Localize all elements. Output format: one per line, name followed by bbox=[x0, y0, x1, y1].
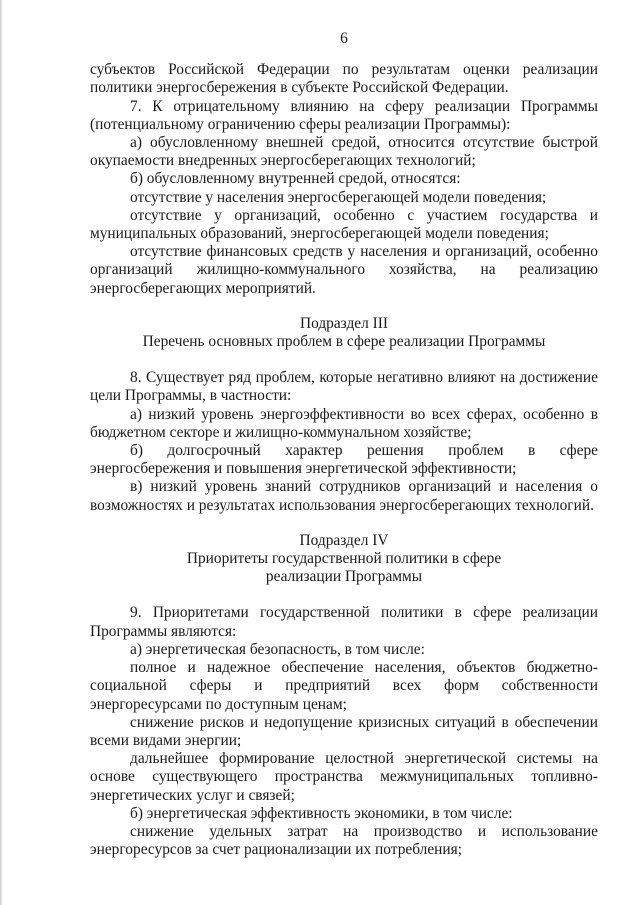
paragraph: 8. Существует ряд проблем, которые негативно влияют на достижение цели Программы, в частности: bbox=[90, 369, 598, 405]
paragraph: а) низкий уровень энергоэффективности во всех сферах, особенно в бюджетном секторе и жилищно-коммунальном хозяйстве; bbox=[90, 405, 598, 441]
paragraph: б) обусловленному внутренней средой, относятся: bbox=[130, 170, 461, 188]
scan-edge-shadow bbox=[0, 0, 3, 905]
section-title: Перечень основных проблем в сфере реализации Программы bbox=[142, 333, 546, 351]
page-number: 6 bbox=[340, 30, 348, 47]
paragraph: б) энергетическая эффективность экономики, в том числе: bbox=[130, 804, 513, 822]
section-title-line: реализации Программы bbox=[265, 568, 423, 586]
paragraph: отсутствие у населения энергосберегающей модели поведения; bbox=[130, 188, 547, 206]
paragraph: отсутствие финансовых средств у населения и организаций, особенно организаций жилищно-коммунального хозяйства, на реализацию энергосберегающих мероприятий. bbox=[90, 243, 598, 297]
paragraph: отсутствие у организаций, особенно с участием государства и муниципальных образований, энергосберегающей модели поведения; bbox=[90, 206, 598, 243]
paragraph: в) низкий уровень знаний сотрудников организаций и населения о возможностях и результатах использования энергосберегающих технологий. bbox=[90, 478, 598, 514]
paragraph: полное и надежное обеспечение населения, объектов бюджетно-социальной сферы и предприятий всех форм собственности энергоресурсами по доступным ценам; bbox=[90, 659, 598, 713]
document-page bbox=[90, 30, 598, 859]
paragraph: б) долгосрочный характер решения проблем в сфере энергосбережения и повышения энергетической эффективности; bbox=[90, 442, 598, 478]
section-heading: Подраздел IV bbox=[299, 531, 389, 549]
section-heading: Подраздел III bbox=[299, 314, 389, 332]
paragraph: дальнейшее формирование целостной энергетической системы на основе существующего пространства межмуниципальных топливно-энергетических услуг и связей; bbox=[90, 750, 598, 804]
paragraph: а) энергетическая безопасность, в том числе: bbox=[130, 640, 425, 658]
paragraph: а) обусловленному внешней средой, относится отсутствие быстрой окупаемости внедренных энергосберегающих технологий; bbox=[90, 134, 598, 170]
section-title-line: Приоритеты государственной политики в сфере bbox=[186, 550, 502, 568]
paragraph: 9. Приоритетами государственной политики в сфере реализации Программы являются: bbox=[90, 604, 598, 640]
paragraph: 7. К отрицательному влиянию на сферу реализации Программы (потенциальному ограничению сферы реализации Программы): bbox=[90, 97, 598, 133]
paragraph: снижение удельных затрат на производство и использование энергоресурсов за счет рационализации их потребления; bbox=[90, 822, 598, 859]
paragraph: снижение рисков и недопущение кризисных ситуаций в обеспечении всеми видами энергии; bbox=[90, 713, 598, 749]
paragraph: субъектов Российской Федерации по результатам оценки реализации политики энергосбережения в субъекте Российской Федерации. bbox=[90, 61, 598, 97]
